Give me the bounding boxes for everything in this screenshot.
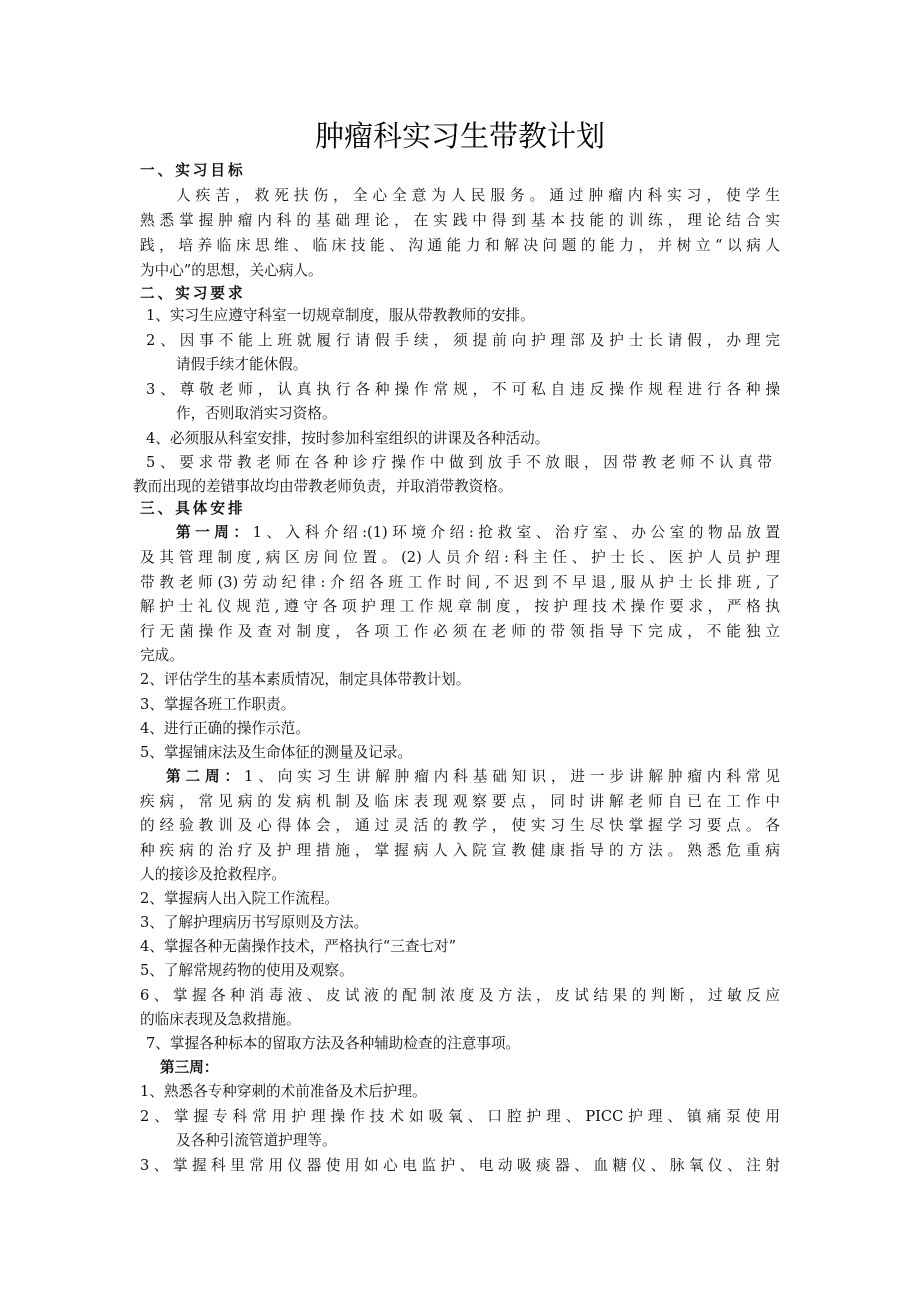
paragraph-line: 解护士礼仪规范,遵守各项护理工作规章制度，按护理技术操作要求，严格执 [140,598,780,615]
paragraph-line: 行无菌操作及查对制度，各项工作必须在老师的带领指导下完成，不能独立 [140,623,780,640]
week-one-line [176,522,780,544]
week-three-label: 第三周： [160,1059,219,1076]
week-two-text: 1、向实习生讲解肿瘤内科基础知识，进一步讲解肿瘤内科常见 [244,768,780,785]
paragraph-line: 及其管理制度,病区房间位置。(2)人员介绍:科主任、护士长、医护人员护理 [140,549,780,566]
paragraph-line: 完成。 [140,647,184,664]
list-item: 3、掌握科里常用仪器使用如心电监护、电动吸痰器、血糖仪、脉氧仪、注射 [140,1157,780,1174]
paragraph-line: 人疾苦，救死扶伤，全心全意为人民服务。通过肿瘤内科实习，使学生 [176,187,780,204]
list-item-continuation: 及各种引流管道护理等。 [176,1132,337,1149]
paragraph-line: 疾病，常见病的发病机制及临床表现观察要点，同时讲解老师自已在工作中 [140,793,780,810]
week-two-label: 第二周： [166,768,245,785]
list-item: 2、因事不能上班就履行请假手续，须提前向护理部及护士长请假，办理完 [146,332,780,349]
section-heading-schedule: 三、具体安排 [140,500,246,517]
paragraph-line: 种疾病的治疗及护理措施，掌握病人入院宣教健康指导的方法。熟悉危重病 [140,842,780,859]
list-item: 4、进行正确的操作示范。 [140,720,310,737]
week-one-text: 1、入科介绍:(1)环境介绍:抢救室、治疗室、办公室的物品放置 [252,524,780,541]
list-item-continuation: 教而出现的差错事故均由带教老师负责，并取消带教资格。 [133,478,513,495]
list-item: 7、掌握各种标本的留取方法及各种辅助检查的注意事项。 [146,1035,521,1052]
list-item: 5、要求带教老师在各种诊疗操作中做到放手不放眼，因带教老师不认真带 [146,454,772,471]
list-item: 4、掌握各种无菌操作技术，严格执行“三查七对” [140,938,457,955]
paragraph-line: 为中心”的思想，关心病人。 [140,262,323,279]
list-item: 6、掌握各种消毒液、皮试液的配制浓度及方法，皮试结果的判断，过敏反应 [140,987,780,1004]
list-item: 2、掌握病人出入院工作流程。 [140,890,340,907]
list-item: 2、掌握专科常用护理操作技术如吸氧、口腔护理、PICC护理、镇痛泵使用 [140,1108,780,1125]
list-item-continuation: 作，否则取消实习资格。 [176,405,337,422]
paragraph-line: 带教老师(3)劳动纪律:介绍各班工作时间,不迟到不早退,服从护士长排班,了 [140,574,780,591]
paragraph-line: 的经验教训及心得体会，通过灵活的教学，使实习生尽快掌握学习要点。各 [140,817,780,834]
list-item: 3、了解护理病历书写原则及方法。 [140,914,369,931]
week-two-line [166,766,780,788]
list-item: 4、必须服从科室安排，按时参加科室组织的讲课及各种活动。 [146,430,550,447]
list-item: 3、尊敬老师，认真执行各种操作常规，不可私自违反操作规程进行各种操 [146,381,780,398]
paragraph-line: 人的接诊及抢救程序。 [140,866,286,883]
list-item: 3、掌握各班工作职责。 [140,696,296,713]
section-heading-goals: 一、实习目标 [140,162,246,179]
paragraph-line: 熟悉掌握肿瘤内科的基础理论，在实践中得到基本技能的训练，理论结合实 [140,212,780,229]
paragraph-line: 践，培养临床思维、临床技能、沟通能力和解决问题的能力，并树立“以病人 [140,237,780,254]
list-item: 5、了解常规药物的使用及观察。 [140,962,354,979]
list-item: 1、实习生应遵守科室一切规章制度，服从带教教师的安排。 [146,307,535,324]
list-item: 2、评估学生的基本素质情况，制定具体带教计划。 [140,671,471,688]
week-one-label: 第一周： [176,524,253,541]
list-item: 1、熟悉各专种穿刺的术前准备及术后护理。 [140,1083,427,1100]
list-item-continuation: 的临床表现及急救措施。 [140,1011,301,1028]
section-heading-requirements: 二、实习要求 [140,285,246,302]
list-item: 5、掌握铺床法及生命体征的测量及记录。 [140,744,412,761]
document-title: 肿瘤科实习生带教计划 [314,119,605,153]
list-item-continuation: 请假手续才能休假。 [176,356,308,373]
